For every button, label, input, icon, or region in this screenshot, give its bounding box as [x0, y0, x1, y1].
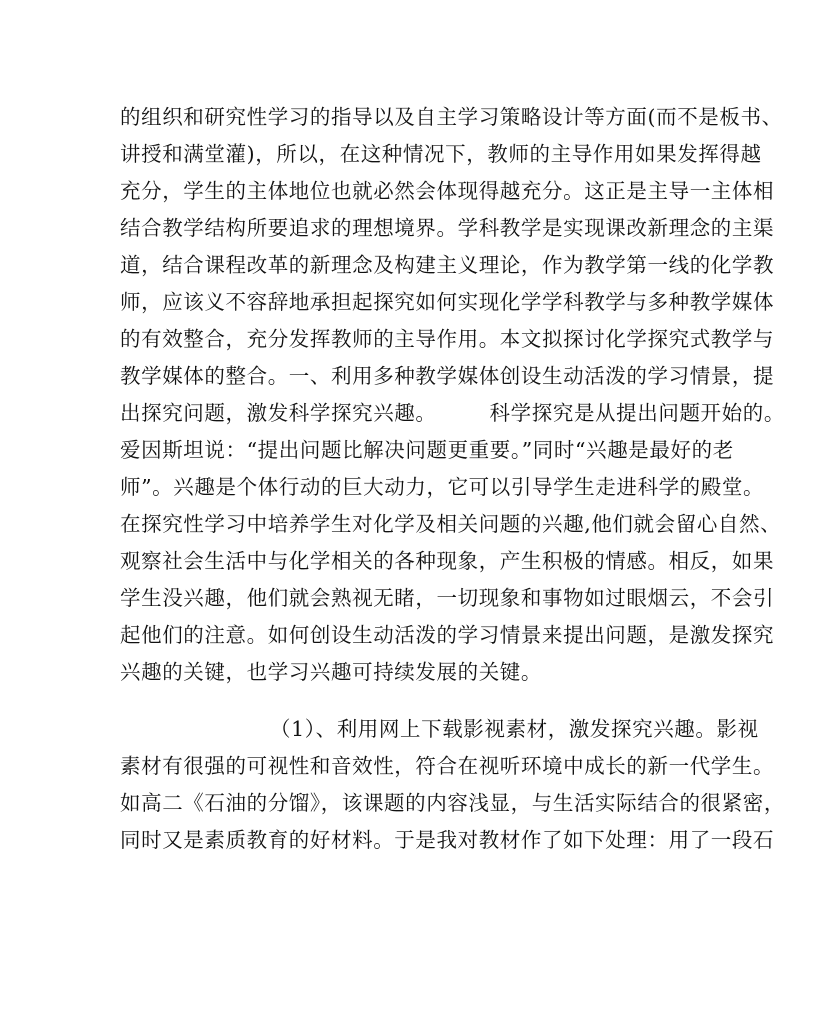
text-line: 结合教学结构所要追求的理想境界。学科教学是实现课改新理念的主渠 — [120, 216, 775, 240]
text-line: 的组织和研究性学习的指导以及自主学习策略设计等方面(而不是板书、 — [120, 105, 783, 129]
text-line: 师，应该义不容辞地承担起探究如何实现化学学科教学与多种教学媒体 — [120, 290, 775, 314]
text-line: 道，结合课程改革的新理念及构建主义理论，作为教学第一线的化学教 — [120, 253, 775, 277]
text-line: 的有效整合，充分发挥教师的主导作用。本文拟探讨化学探究式教学与 — [120, 327, 775, 351]
text-line: 同时又是素质教育的好材料。于是我对教材作了如下处理：用了一段石 — [120, 828, 775, 852]
text-line: 素材有很强的可视性和音效性，符合在视听环境中成长的新一代学生。 — [120, 754, 775, 778]
text-line: 爱因斯坦说：“提出问题比解决问题更重要。”同时“兴趣是最好的老 — [120, 438, 734, 462]
text-line: 观察社会生活中与化学相关的各种现象，产生积极的情感。相反，如果 — [120, 549, 775, 573]
text-line: 讲授和满堂灌)，所以，在这种情况下，教师的主导作用如果发挥得越 — [120, 142, 762, 166]
text-line: 教学媒体的整合。一、利用多种教学媒体创设生动活泼的学习情景，提 — [120, 364, 775, 388]
text-line: 兴趣的关键，也学习兴趣可持续发展的关键。 — [120, 660, 542, 684]
text-line: 起他们的注意。如何创设生动活泼的学习情景来提出问题，是激发探究 — [120, 623, 775, 647]
text-line: 学生没兴趣，他们就会熟视无睹，一切现象和事物如过眼烟云，不会引 — [120, 586, 775, 610]
text-line: 如高二《石油的分馏》，该课题的内容浅显，与生活实际结合的很紧密， — [120, 791, 785, 815]
text-line: 在探究性学习中培养学生对化学及相关问题的兴趣,他们就会留心自然、 — [120, 512, 782, 536]
text-line: 师”。兴趣是个体行动的巨大动力，它可以引导学生走进科学的殿堂。 — [120, 475, 765, 499]
text-line: 出探究问题，激发科学探究兴趣。 科学探究是从提出问题开始的。 — [120, 401, 785, 425]
text-line: 充分，学生的主体地位也就必然会体现得越充分。这正是主导一主体相 — [120, 179, 775, 203]
text-line: （1）、利用网上下载影视素材，激发探究兴趣。影视 — [270, 717, 759, 741]
